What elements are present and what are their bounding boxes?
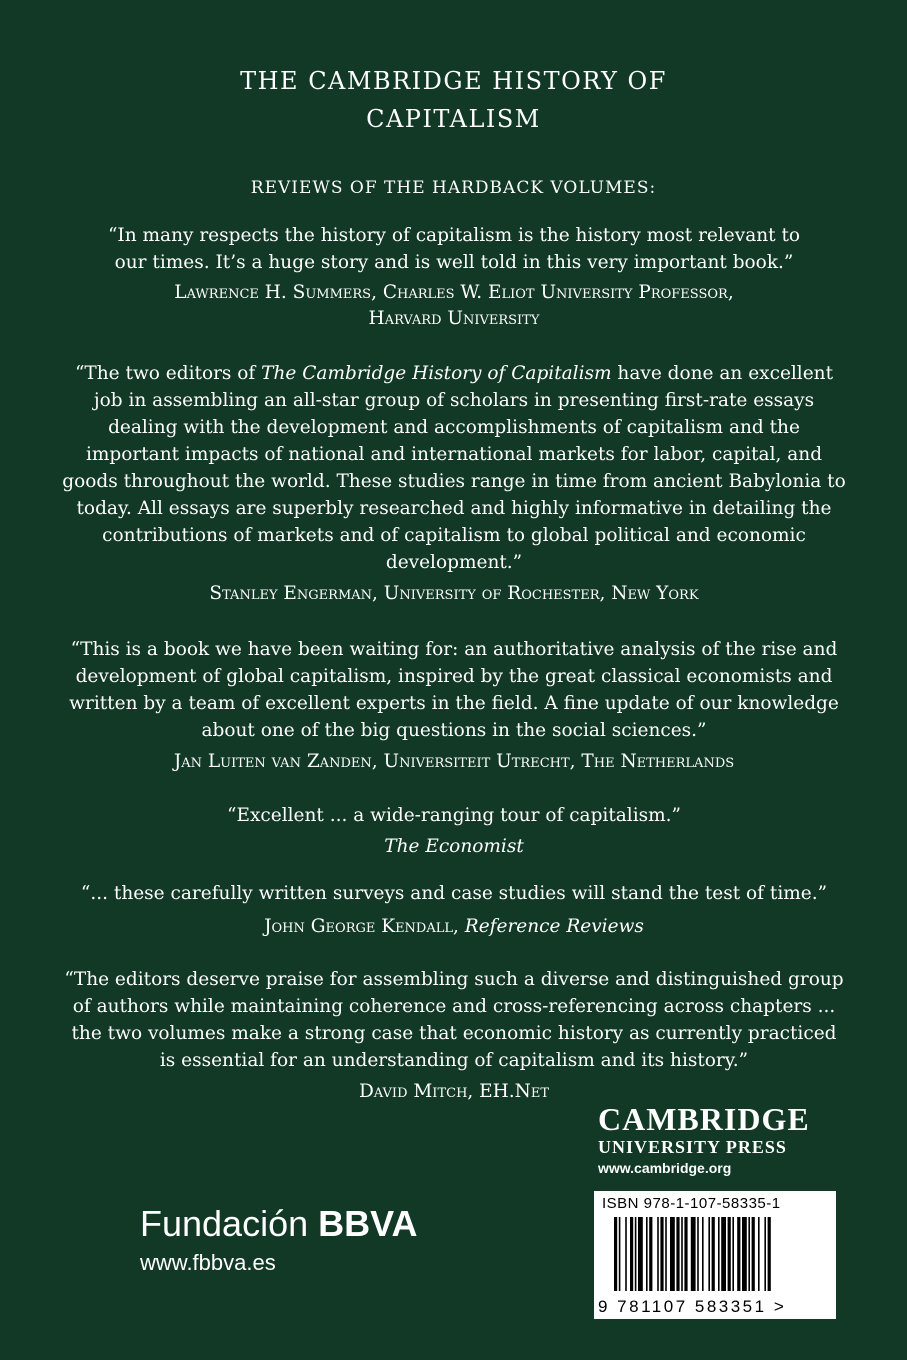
review-quote: “... these carefully written surveys and case studies will stand the test of time.” — [80, 883, 828, 904]
review-quote: “Excellent ... a wide-ranging tour of capitalism.” — [226, 805, 682, 826]
review-attribution: Jan Luiten van Zanden, Universiteit Utrecht, The Netherlands — [173, 751, 735, 772]
barcode-bar — [665, 1217, 667, 1291]
barcode-bar — [732, 1217, 734, 1291]
barcode-bar — [768, 1217, 771, 1291]
review-attribution — [62, 913, 846, 940]
isbn-label: ISBN 978-1-107-58335-1 — [602, 1195, 781, 1212]
sponsor-name-bold: BBVA — [318, 1203, 418, 1244]
review-attribution: The Economist — [384, 836, 524, 857]
barcode-bar — [748, 1217, 750, 1291]
barcode-bar — [697, 1217, 699, 1291]
sponsor-url: www.fbbva.es — [140, 1250, 276, 1275]
barcode-bar — [630, 1217, 633, 1291]
quote-part: have done an excellent job in assembling an all-star group of scholars in presenting first-rate essays dealing with the development and accomplishments of capitalism and the important impacts of national and international markets for labor, capital, and goods throughout the world. These studies range in time from ancient Babylonia to today. All essays are superbly researched and highly informative in detailing the contributions of markets and of capitalism to global political and economic development.” — [62, 363, 846, 573]
barcode-bar — [752, 1217, 755, 1291]
barcode-bar — [625, 1217, 627, 1291]
publisher-url: www.cambridge.org — [598, 1160, 732, 1176]
barcode-bar — [718, 1217, 720, 1291]
cambridge-university-press-logo — [598, 1102, 838, 1178]
isbn-barcode — [594, 1191, 836, 1319]
review-attribution: Stanley Engerman, University of Rochester, New York — [209, 583, 699, 604]
attribution-line-2: Harvard University — [368, 308, 540, 329]
barcode-bar — [684, 1217, 687, 1291]
barcode-bar — [702, 1217, 704, 1291]
attribution-line-1: Lawrence H. Summers, Charles W. Eliot University Professor, — [174, 282, 734, 303]
barcode-bar — [764, 1217, 766, 1291]
review-summers — [62, 222, 846, 332]
barcode-bar — [681, 1217, 683, 1291]
isbn-digits: 9 781107 583351 > — [598, 1297, 787, 1316]
publisher-name: CAMBRIDGE — [598, 1101, 810, 1137]
barcode-bar — [670, 1217, 675, 1291]
barcode-bar — [676, 1217, 679, 1291]
barcode-bar — [660, 1217, 663, 1291]
review-quote: “In many respects the history of capitalism is the history most relevant to our times. It’s a huge story and is well told in this very important book.” — [107, 225, 801, 273]
barcode-bar — [721, 1217, 726, 1291]
barcode-bar — [619, 1217, 621, 1291]
barcode-bar — [712, 1217, 715, 1291]
barcode-bar — [657, 1217, 659, 1291]
title-line-1: THE CAMBRIDGE HISTORY OF — [240, 67, 667, 95]
barcode-bar — [614, 1217, 617, 1291]
sponsor-name-regular: Fundación — [140, 1203, 309, 1244]
attribution-publication: Reference Reviews — [464, 916, 644, 937]
title-line-2: CAPITALISM — [366, 105, 541, 133]
barcode-bar — [708, 1217, 710, 1291]
barcode-bar — [646, 1217, 648, 1291]
barcode-bar — [635, 1217, 637, 1291]
quote-book-title: The Cambridge History of Capitalism — [261, 363, 612, 384]
review-engerman — [62, 360, 846, 607]
review-economist — [62, 802, 846, 860]
review-van-zanden — [62, 636, 846, 775]
barcode-bar — [649, 1217, 652, 1291]
barcode-bar — [742, 1217, 747, 1291]
barcode-bar — [728, 1217, 731, 1291]
review-quote — [62, 360, 846, 576]
publisher-subname: UNIVERSITY PRESS — [598, 1137, 787, 1157]
quote-part: “The two editors of — [74, 363, 262, 384]
sponsor-name — [140, 1204, 417, 1244]
review-attribution: David Mitch, EH.Net — [358, 1081, 550, 1102]
review-attribution — [62, 280, 846, 332]
review-quote: “This is a book we have been waiting for: an authoritative analysis of the rise and development of global capitalism, inspired by the great classical economists and written by a team of excellent experts in the field. A fine update of our knowledge about one of the big questions in the social sciences.” — [69, 639, 839, 741]
reviews-heading: REVIEWS OF THE HARDBACK VOLUMES: — [250, 178, 657, 198]
fundacion-bbva-logo — [140, 1204, 417, 1276]
review-kendall — [62, 880, 846, 940]
barcode-bar — [691, 1217, 696, 1291]
barcode-bars — [614, 1217, 826, 1291]
barcode-bar — [638, 1217, 643, 1291]
barcode-bar — [737, 1217, 740, 1291]
attribution-name: John George Kendall, — [264, 916, 465, 937]
book-title — [0, 62, 907, 138]
barcode-bar — [758, 1217, 760, 1291]
review-quote: “The editors deserve praise for assembling such a diverse and distinguished group of authors while maintaining coherence and cross-referencing across chapters ... the two volumes make a strong case that economic history as currently practiced is essential for an understanding of capitalism and its history.” — [64, 969, 844, 1071]
review-mitch — [62, 966, 846, 1105]
